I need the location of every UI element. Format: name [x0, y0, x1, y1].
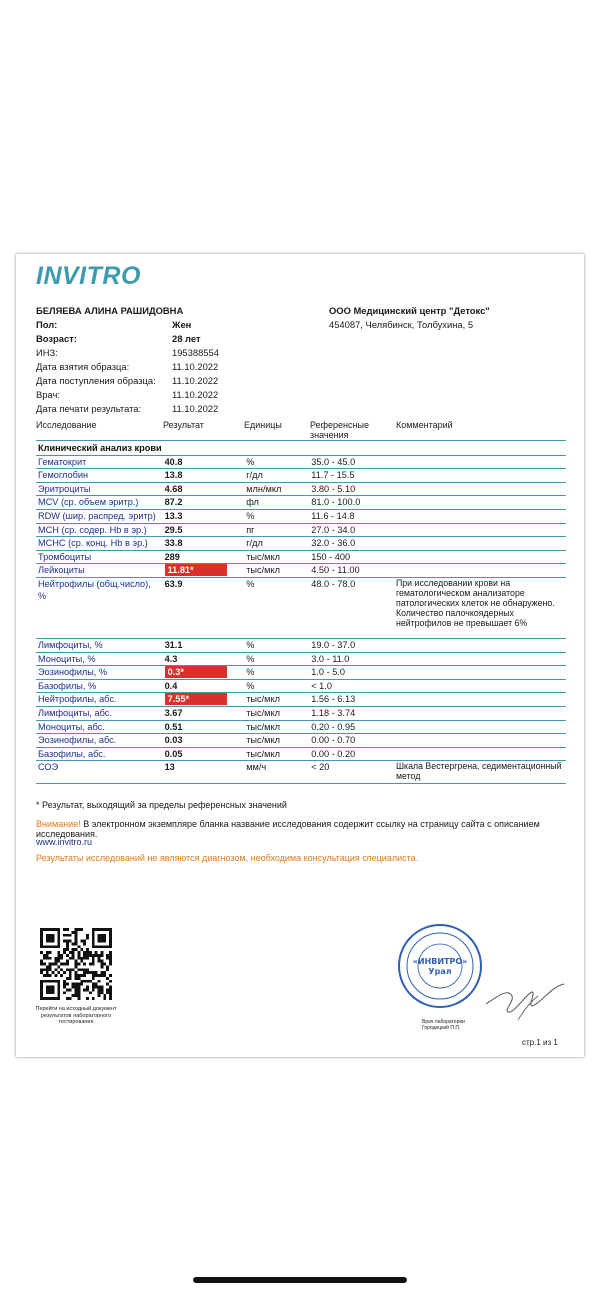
field-value: 28 лет: [172, 333, 201, 344]
page-number: стр.1 из 1: [522, 1038, 558, 1047]
result-unit: %: [244, 577, 309, 638]
patient-field: [36, 374, 219, 388]
table-row: [36, 652, 566, 666]
header-ref: Референсные значения: [310, 420, 369, 440]
result-ref: 0.00 - 0.20: [309, 747, 394, 761]
table-row: [36, 537, 566, 551]
result-value: 40.8: [163, 455, 245, 469]
result-cell: [163, 693, 245, 707]
result-comment: [394, 509, 566, 523]
field-value: 11.10.2022: [172, 403, 219, 414]
table-row: [36, 469, 566, 483]
patient-field: [36, 360, 219, 374]
doctor-name: Городецкий П.П.: [422, 1025, 461, 1031]
result-value: 13.3: [163, 509, 245, 523]
result-comment: [394, 455, 566, 469]
result-unit: тыс/мкл: [244, 734, 309, 748]
patient-name: БЕЛЯЕВА АЛИНА РАШИДОВНА: [36, 305, 184, 316]
result-ref: 0.00 - 0.70: [309, 734, 394, 748]
result-ref: 3.0 - 11.0: [309, 652, 394, 666]
result-comment: [394, 706, 566, 720]
field-label: Возраст:: [36, 333, 77, 344]
diagnosis-notice: Результаты исследований не являются диагнозом, необходима консультация специалиста.: [36, 853, 419, 863]
qr-caption: Перейти на исходный документ результатов лабораторного тестирования: [35, 1006, 117, 1025]
result-ref: 150 - 400: [309, 550, 394, 564]
result-ref: 1.0 - 5.0: [309, 666, 394, 680]
result-value: 4.68: [163, 482, 245, 496]
table-row: [36, 509, 566, 523]
result-cell: [163, 564, 245, 578]
stamp-line2: Урал: [428, 967, 452, 976]
result-comment: [394, 652, 566, 666]
result-name: СОЭ: [36, 761, 163, 784]
result-comment: [394, 734, 566, 748]
result-value: 3.67: [163, 706, 245, 720]
result-cell: [163, 666, 245, 680]
result-unit: тыс/мкл: [244, 564, 309, 578]
result-value: 0.4: [163, 679, 245, 693]
section-row: [36, 442, 566, 455]
header-test: Исследование: [36, 420, 97, 430]
result-ref: 48.0 - 78.0: [309, 577, 394, 638]
result-unit: %: [244, 638, 309, 652]
doctor-info: [422, 1019, 465, 1031]
result-value: 33.8: [163, 537, 245, 551]
result-name: RDW (шир. распред. эритр): [36, 509, 163, 523]
result-unit: г/дл: [244, 469, 309, 483]
result-unit: %: [244, 509, 309, 523]
home-indicator[interactable]: [193, 1277, 407, 1283]
table-row: [36, 496, 566, 510]
field-value: 11.10.2022: [172, 389, 219, 400]
result-ref: < 1.0: [309, 679, 394, 693]
result-comment: [394, 679, 566, 693]
result-comment: [394, 469, 566, 483]
out-of-range-value: 0.3*: [165, 666, 227, 678]
result-comment: [394, 496, 566, 510]
signature-icon: [478, 966, 570, 1026]
status-bar: [0, 0, 600, 44]
footnote: * Результат, выходящий за пределы референсных значений: [36, 800, 287, 810]
warning-body: В электронном экземпляре бланка название исследования содержит ссылку на страницу сайта с описанием исследования.: [36, 819, 540, 839]
result-comment: [394, 537, 566, 551]
result-unit: мм/ч: [244, 761, 309, 784]
table-row: [36, 482, 566, 496]
result-ref: 0.20 - 0.95: [309, 720, 394, 734]
out-of-range-value: 11.81*: [165, 564, 227, 576]
result-name: Гемоглобин: [36, 469, 163, 483]
patient-field: [36, 332, 219, 346]
doctor-role: Врач лаборатории: [422, 1019, 465, 1025]
result-name: Моноциты, %: [36, 652, 163, 666]
clinic-address: 454087, Челябинск, Толбухина, 5: [329, 319, 474, 330]
result-comment: [394, 747, 566, 761]
result-unit: тыс/мкл: [244, 693, 309, 707]
result-value: 29.5: [163, 523, 245, 537]
warning-label: Внимание!: [36, 819, 81, 829]
result-value: 13: [163, 761, 245, 784]
field-value: Жен: [172, 319, 192, 330]
result-name: Эозинофилы, %: [36, 666, 163, 680]
result-unit: %: [244, 652, 309, 666]
result-value: 87.2: [163, 496, 245, 510]
result-name: MCHC (ср. конц. Hb в эр.): [36, 537, 163, 551]
result-comment: [394, 638, 566, 652]
result-comment: [394, 482, 566, 496]
result-comment: При исследовании крови на гематологическом анализаторе патологических клеток не обнаружено. Количество палочкоядерных нейтрофилов не превышает 6%: [394, 577, 566, 638]
warning-text: [36, 819, 566, 839]
patient-info: [36, 304, 219, 416]
result-unit: тыс/мкл: [244, 706, 309, 720]
result-comment: [394, 693, 566, 707]
result-unit: фл: [244, 496, 309, 510]
invitro-link[interactable]: www.invitro.ru: [36, 837, 93, 847]
field-value: 11.10.2022: [172, 361, 219, 372]
result-name: Тромбоциты: [36, 550, 163, 564]
result-ref: 1.56 - 6.13: [309, 693, 394, 707]
result-name: Нейтрофилы (общ.число), %: [36, 577, 163, 638]
result-value: 31.1: [163, 638, 245, 652]
result-name: Нейтрофилы, абс.: [36, 693, 163, 707]
patient-field: [36, 388, 219, 402]
lab-report-page: [16, 254, 584, 1057]
result-name: Базофилы, %: [36, 679, 163, 693]
table-row: [36, 550, 566, 564]
invitro-logo: INVITRO: [36, 262, 141, 290]
table-row: [36, 523, 566, 537]
result-ref: 3.80 - 5.10: [309, 482, 394, 496]
section-title: Клинический анализ крови: [36, 442, 566, 455]
result-value: 63.9: [163, 577, 245, 638]
result-name: Базофилы, абс.: [36, 747, 163, 761]
stamp-line1: «ИНВИТРО»: [412, 957, 468, 966]
table-row: [36, 577, 566, 638]
result-ref: 19.0 - 37.0: [309, 638, 394, 652]
header-comment: Комментарий: [396, 420, 453, 430]
table-row: [36, 747, 566, 761]
header-result: Результат: [163, 420, 204, 430]
result-ref: < 20: [309, 761, 394, 784]
result-unit: г/дл: [244, 537, 309, 551]
table-row: [36, 734, 566, 748]
table-header: [36, 420, 566, 441]
result-unit: %: [244, 679, 309, 693]
result-ref: 11.7 - 15.5: [309, 469, 394, 483]
field-label: Дата печати результата:: [36, 403, 142, 414]
out-of-range-value: 7.55*: [165, 693, 227, 705]
field-value: 195388554: [172, 347, 219, 358]
results-table: [36, 442, 566, 784]
field-label: Врач:: [36, 389, 60, 400]
patient-field: [36, 346, 219, 360]
table-row: [36, 564, 566, 578]
result-value: 13.8: [163, 469, 245, 483]
table-row: [36, 720, 566, 734]
table-row: [36, 693, 566, 707]
table-row: [36, 679, 566, 693]
table-row: [36, 666, 566, 680]
field-label: Дата взятия образца:: [36, 361, 130, 372]
result-comment: [394, 564, 566, 578]
result-unit: пг: [244, 523, 309, 537]
result-name: Лимфоциты, абс.: [36, 706, 163, 720]
result-comment: [394, 720, 566, 734]
result-unit: млн/мкл: [244, 482, 309, 496]
result-ref: 27.0 - 34.0: [309, 523, 394, 537]
result-unit: тыс/мкл: [244, 720, 309, 734]
result-ref: 11.6 - 14.8: [309, 509, 394, 523]
result-name: Лимфоциты, %: [36, 638, 163, 652]
result-value: 4.3: [163, 652, 245, 666]
result-name: Гематокрит: [36, 455, 163, 469]
clinic-name: ООО Медицинский центр "Детокс": [329, 305, 490, 316]
clinic-info: [329, 304, 490, 332]
field-label: ИНЗ:: [36, 347, 58, 358]
result-comment: [394, 666, 566, 680]
table-row: [36, 638, 566, 652]
result-ref: 1.18 - 3.74: [309, 706, 394, 720]
patient-field: [36, 402, 219, 416]
field-label: Дата поступления образца:: [36, 375, 156, 386]
result-ref: 32.0 - 36.0: [309, 537, 394, 551]
result-unit: %: [244, 666, 309, 680]
result-name: Эозинофилы, абс.: [36, 734, 163, 748]
result-ref: 4.50 - 11.00: [309, 564, 394, 578]
result-unit: тыс/мкл: [244, 550, 309, 564]
field-label: Пол:: [36, 319, 58, 330]
result-ref: 81.0 - 100.0: [309, 496, 394, 510]
result-ref: 35.0 - 45.0: [309, 455, 394, 469]
result-name: Лейкоциты: [36, 564, 163, 578]
result-comment: Шкала Вестергрена, седиментационный метод: [394, 761, 566, 784]
lab-stamp-icon: [396, 922, 484, 1010]
result-unit: тыс/мкл: [244, 747, 309, 761]
table-row: [36, 706, 566, 720]
result-name: Эритроциты: [36, 482, 163, 496]
result-value: 0.05: [163, 747, 245, 761]
patient-field: [36, 318, 219, 332]
result-value: 0.51: [163, 720, 245, 734]
table-row: [36, 455, 566, 469]
result-value: 0.03: [163, 734, 245, 748]
result-name: MCH (ср. содер. Hb в эр.): [36, 523, 163, 537]
result-comment: [394, 550, 566, 564]
qr-code-icon[interactable]: [40, 928, 112, 1000]
header-units: Единицы: [244, 420, 282, 430]
result-unit: %: [244, 455, 309, 469]
result-value: 289: [163, 550, 245, 564]
result-comment: [394, 523, 566, 537]
result-name: MCV (ср. объем эритр.): [36, 496, 163, 510]
table-row: [36, 761, 566, 784]
result-name: Моноциты, абс.: [36, 720, 163, 734]
field-value: 11.10.2022: [172, 375, 219, 386]
